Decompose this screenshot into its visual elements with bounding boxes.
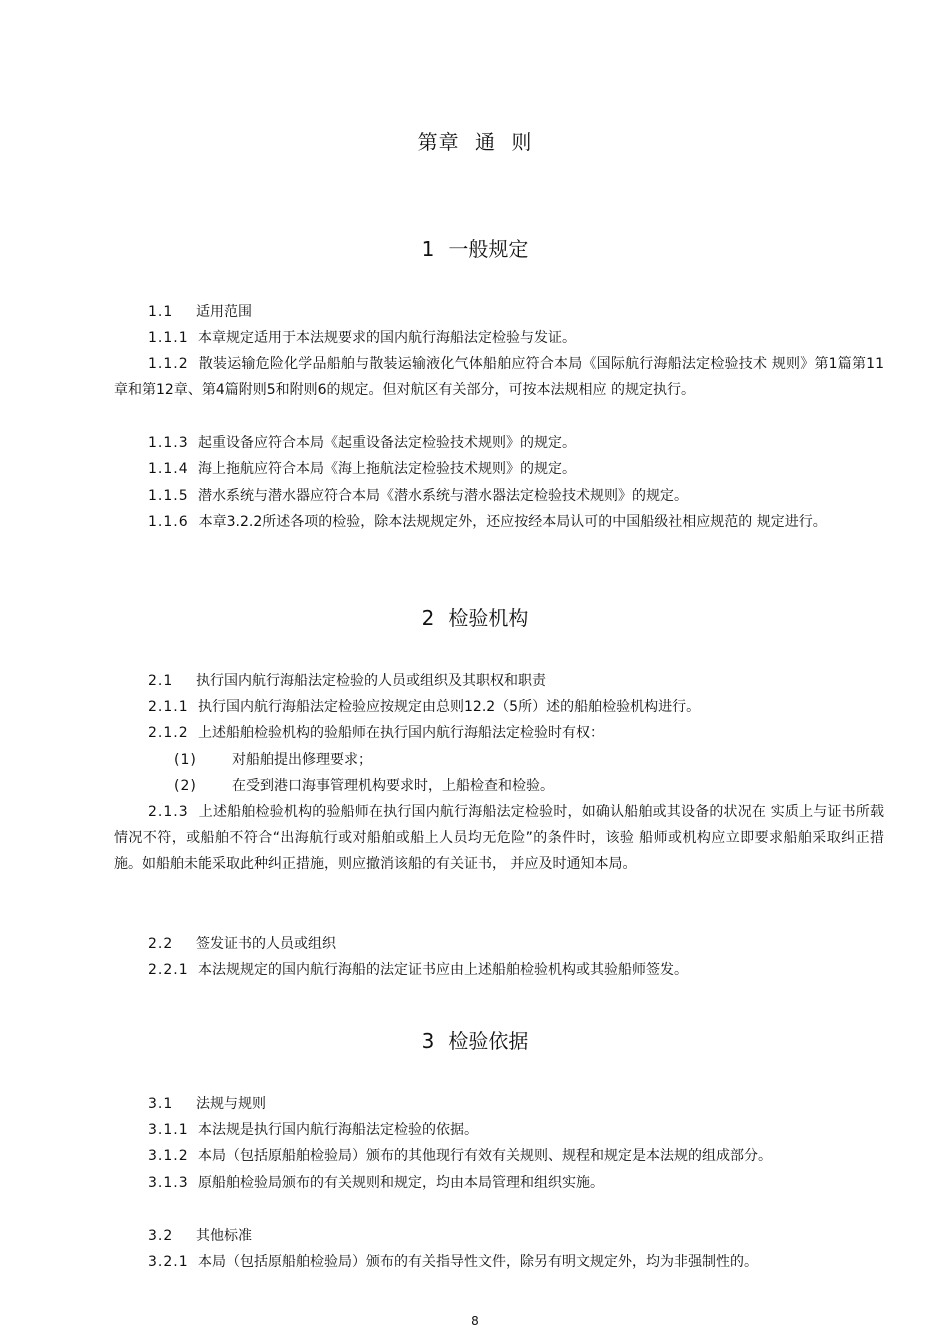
subsection-1-1-heading: 1.1 适用范围 <box>148 304 252 320</box>
clause-1-1-2: 1.1.2 散装运输危险化学品船舶与散装运输液化气体船舶应符合本局《国际航行海船法定检验技术 规则》第1篇第11章和第12章、第4篇附则5和附则6的规定。但对航区有关部分，可按本法规相应 的规定执行。 <box>114 356 884 398</box>
list-item-1: (1) 对船舶提出修理要求； <box>174 752 372 768</box>
subsection-3-1-heading: 3.1 法规与规则 <box>148 1096 266 1112</box>
clause-2-1-3: 2.1.3 上述船舶检验机构的验船师在执行国内航行海船法定检验时，如确认船舶或其设备的状况在 实质上与证书所载情况不符，或船舶不符合“出海航行或对船舶或船上人员均无危险”的条件时，该验 船师或机构应立即要求船舶采取纠正措施。如船舶未能采取此种纠正措施，则应撤消该船的有关证书， 并应及时通知本局。 <box>114 804 884 872</box>
list-item-2: (2) 在受到港口海事管理机构要求时，上船检查和检验。 <box>174 778 554 794</box>
clause-2-1-2: 2.1.2 上述船舶检验机构的验船师在执行国内航行海船法定检验时有权： <box>148 725 604 741</box>
clause-3-1-2: 3.1.2 本局（包括原船舶检验局）颁布的其他现行有效有关规则、规程和规定是本法规的组成部分。 <box>148 1148 772 1164</box>
subsection-3-2-heading: 3.2 其他标准 <box>148 1228 252 1244</box>
clause-3-1-1: 3.1.1 本法规是执行国内航行海船法定检验的依据。 <box>148 1122 478 1138</box>
clause-2-2-1: 2.2.1 本法规规定的国内航行海船的法定证书应由上述船舶检验机构或其验船师签发。 <box>148 962 688 978</box>
section-1-title <box>0 233 950 262</box>
clause-1-1-1: 1.1.1 本章规定适用于本法规要求的国内航行海船法定检验与发证。 <box>148 330 576 346</box>
clause-1-1-6: 1.1.6 本章3.2.2所述各项的检验，除本法规规定外，还应按经本局认可的中国船级社相应规范的 规定进行。 <box>148 514 827 530</box>
subsection-2-2-heading: 2.2 签发证书的人员或组织 <box>148 936 336 952</box>
section-2-title <box>0 602 950 631</box>
clause-3-1-3: 3.1.3 原船舶检验局颁布的有关规则和规定，均由本局管理和组织实施。 <box>148 1175 604 1191</box>
section-number: 1 <box>421 237 435 261</box>
chapter-title: 第章 通 则 <box>417 130 533 154</box>
clause-1-1-4: 1.1.4 海上拖航应符合本局《海上拖航法定检验技术规则》的规定。 <box>148 461 576 477</box>
section-3-title <box>0 1025 950 1054</box>
clause-3-2-1: 3.2.1 本局（包括原船舶检验局）颁布的有关指导性文件，除另有明文规定外，均为非强制性的。 <box>148 1254 758 1270</box>
section-heading: 检验依据 <box>448 1029 529 1053</box>
clause-1-1-5: 1.1.5 潜水系统与潜水器应符合本局《潜水系统与潜水器法定检验技术规则》的规定。 <box>148 488 688 504</box>
section-number: 2 <box>421 606 435 630</box>
clause-1-1-3: 1.1.3 起重设备应符合本局《起重设备法定检验技术规则》的规定。 <box>148 435 576 451</box>
page-number: 8 <box>471 1314 479 1328</box>
section-heading: 检验机构 <box>448 606 529 630</box>
section-heading: 一般规定 <box>448 237 529 261</box>
clause-2-1-1: 2.1.1 执行国内航行海船法定检验应按规定由总则12.2（5所）述的船舶检验机构进行。 <box>148 699 701 715</box>
section-number: 3 <box>421 1029 435 1053</box>
subsection-2-1-heading: 2.1 执行国内航行海船法定检验的人员或组织及其职权和职责 <box>148 673 546 689</box>
